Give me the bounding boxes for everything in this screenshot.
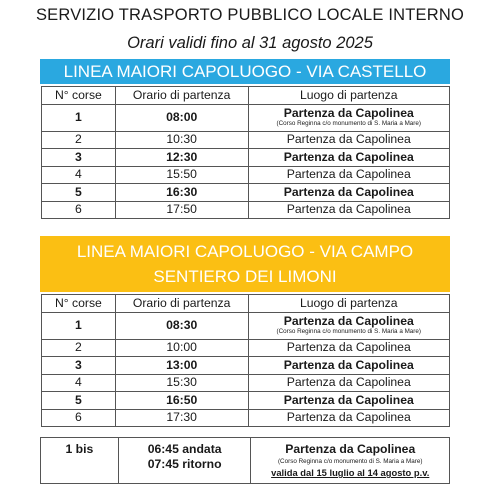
bis-departure-place [251,438,450,484]
departure-place-label: Partenza da Capolinea [283,184,414,199]
timetable-castello [41,86,450,219]
departure-place [248,374,450,392]
column-header: Luogo di partenza [248,295,450,313]
bis-place: Partenza da Capolinea [285,442,416,456]
departure-place-label: Partenza da Capolinea [283,106,414,120]
departure-time: 12:30 [115,149,248,167]
run-number: 4 [42,374,116,392]
column-header: N° corse [42,295,116,313]
bis-place-note: (Corso Reginna c/o monumento di S. Maria a Mare) [277,458,423,465]
run-number: 1 [42,104,116,131]
departure-place-label: Partenza da Capolinea [283,149,414,164]
departure-place-label: Partenza da Capolinea [286,375,411,390]
run-number: 3 [42,357,116,375]
departure-place-label: Partenza da Capolinea [286,202,411,217]
run-number: 2 [42,131,116,149]
header-row [42,87,450,105]
departure-place-label: Partenza da Capolinea [283,314,414,328]
departure-time: 10:30 [115,131,248,149]
bis-validity: valida dal 15 luglio al 14 agosto p.v. [271,467,430,478]
table-row [42,409,450,427]
column-header: Orario di partenza [115,295,248,313]
line-castello-banner: LINEA MAIORI CAPOLUOGO - VIA CASTELLO [40,59,450,84]
run-number: 1 [42,312,116,339]
table-row [42,339,450,357]
document-title: SERVIZIO TRASPORTO PUBBLICO LOCALE INTERNO [35,6,465,24]
run-number: 5 [42,184,116,202]
bis-run-number: 1 bis [41,438,119,484]
departure-time: 16:50 [115,392,248,410]
run-number: 4 [42,166,116,184]
departure-place-label: Partenza da Capolinea [286,167,411,182]
departure-place-label: Partenza da Capolinea [283,357,414,372]
table-row [42,357,450,375]
table-row [42,184,450,202]
column-header: N° corse [42,87,116,105]
departure-place [248,392,450,410]
run-number: 5 [42,392,116,410]
timetable-bis [40,437,450,484]
departure-place-label: Partenza da Capolinea [286,410,411,425]
departure-time: 15:50 [115,166,248,184]
departure-time: 10:00 [115,339,248,357]
departure-place-label: Partenza da Capolinea [283,392,414,407]
departure-place [248,184,450,202]
departure-place-label: Partenza da Capolinea [286,132,411,147]
run-number: 6 [42,409,116,427]
departure-time: 17:30 [115,409,248,427]
run-number: 2 [42,339,116,357]
column-header: Luogo di partenza [248,87,450,105]
departure-place-note: (Corso Reginna c/o monumento di S. Maria a Mare) [276,120,422,127]
line-campo-banner [40,236,450,292]
departure-place [248,312,450,339]
bis-times [118,438,251,484]
departure-place [248,131,450,149]
table-row [42,392,450,410]
departure-time: 16:30 [115,184,248,202]
column-header: Orario di partenza [115,87,248,105]
departure-time: 08:00 [115,104,248,131]
departure-time: 13:00 [115,357,248,375]
departure-place [248,166,450,184]
departure-place-label: Partenza da Capolinea [286,340,411,355]
bis-time-andata: 06:45 andata [147,442,222,456]
table-row [42,166,450,184]
timetable-campo [41,294,450,427]
departure-place [248,104,450,131]
run-number: 6 [42,201,116,219]
table-row [42,312,450,339]
table-row [42,149,450,167]
table-row [42,104,450,131]
bis-time-ritorno: 07:45 ritorno [147,457,222,471]
departure-place [248,409,450,427]
departure-time: 08:30 [115,312,248,339]
line-campo-name-2: SENTIERO DEI LIMONI [153,267,337,286]
line-campo-name-1: LINEA MAIORI CAPOLUOGO - VIA CAMPO [76,242,414,261]
departure-place [248,201,450,219]
run-number: 3 [42,149,116,167]
departure-place [248,149,450,167]
departure-time: 15:30 [115,374,248,392]
bis-row [41,438,450,484]
table-row [42,201,450,219]
header-row [42,295,450,313]
departure-place-note: (Corso Reginna c/o monumento di S. Maria a Mare) [276,328,422,335]
departure-place [248,339,450,357]
table-row [42,131,450,149]
departure-time: 17:50 [115,201,248,219]
table-row [42,374,450,392]
departure-place [248,357,450,375]
validity-subtitle: Orari validi fino al 31 agosto 2025 [127,34,373,52]
